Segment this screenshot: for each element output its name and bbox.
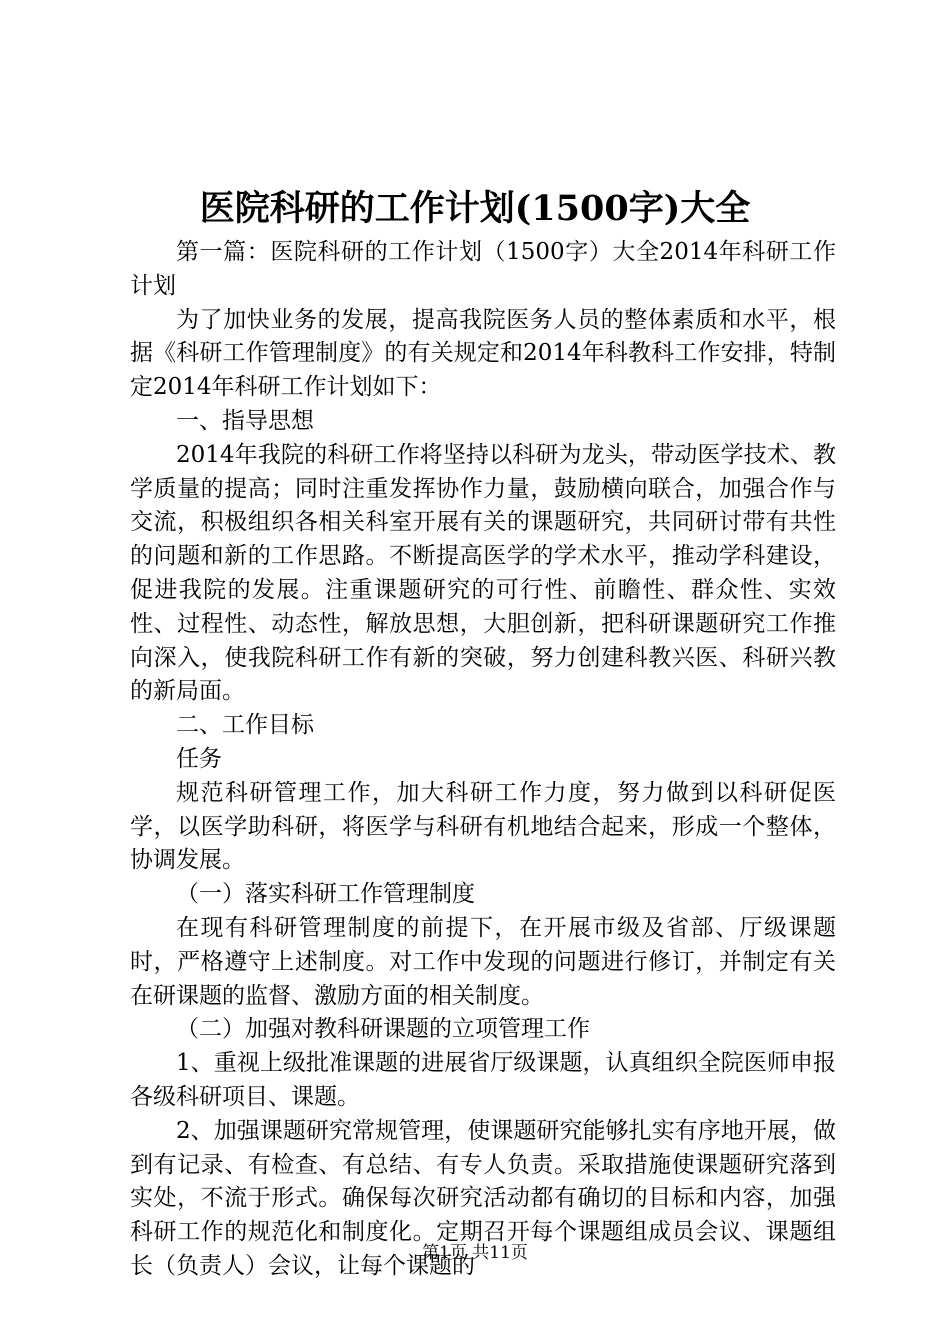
section-heading-work-goals: 二、工作目标 — [176, 712, 314, 739]
section-heading-guiding-ideology: 一、指导思想 — [176, 407, 314, 434]
section-heading-tasks: 任务 — [176, 745, 222, 772]
paragraph-item-2: 2、加强课题研究常规管理，使课题研究能够扎实有序地开展，做到有记录、有检查、有总结、有专人负责。采取措施使课题研究落到实处，不流于形式。确保每次研究活动都有确切的目标和内容，加强科研工作的规范化和制度化。定期召开每个课题组成员会议、课题组长（负责人）会议，让每个课题的 — [130, 1117, 836, 1279]
paragraph-intro: 第一篇：医院科研的工作计划（1500字）大全2014年科研工作计划 — [130, 239, 836, 299]
paragraph-guiding-ideology: 2014年我院的科研工作将坚持以科研为龙头，带动医学技术、教学质量的提高；同时注重发挥协作力量，鼓励横向联合，加强合作与交流，积极组织各相关科室开展有关的课题研究，共同研讨带有共性的问题和新的工作思路。不断提高医学的学术水平，推动学科建设，促进我院的发展。注重课题研究的可行性、前瞻性、群众性、实效性、过程性、动态性，解放思想，大胆创新，把科研课题研究工作推向深入，使我院科研工作有新的突破，努力创建科教兴医、科研兴教的新局面。 — [130, 441, 836, 705]
paragraph-item-1: 1、重视上级批准课题的进展省厅级课题，认真组织全院医师申报各级科研项目、课题。 — [130, 1050, 836, 1110]
document-title: 医院科研的工作计划(1500字)大全 — [199, 188, 751, 229]
paragraph-purpose: 为了加快业务的发展，提高我院医务人员的整体素质和水平，根据《科研工作管理制度》的有关规定和2014年科教科工作安排，特制定2014年科研工作计划如下： — [130, 306, 836, 401]
subsection-heading-management-system: （一）落实科研工作管理制度 — [176, 881, 475, 908]
paragraph-tasks: 规范科研管理工作，加大科研工作力度，努力做到以科研促医学，以医学助科研，将医学与科研有机地结合起来，形成一个整体，协调发展。 — [130, 779, 836, 874]
document-body — [130, 236, 836, 1284]
subsection-heading-project-management: （二）加强对教科研课题的立项管理工作 — [176, 1016, 590, 1043]
page-number: 第1页 共11页 — [422, 1243, 528, 1263]
paragraph-management-system: 在现有科研管理制度的前提下，在开展市级及省部、厅级课题时，严格遵守上述制度。对工作中发现的问题进行修订，并制定有关在研课题的监督、激励方面的相关制度。 — [130, 914, 836, 1009]
